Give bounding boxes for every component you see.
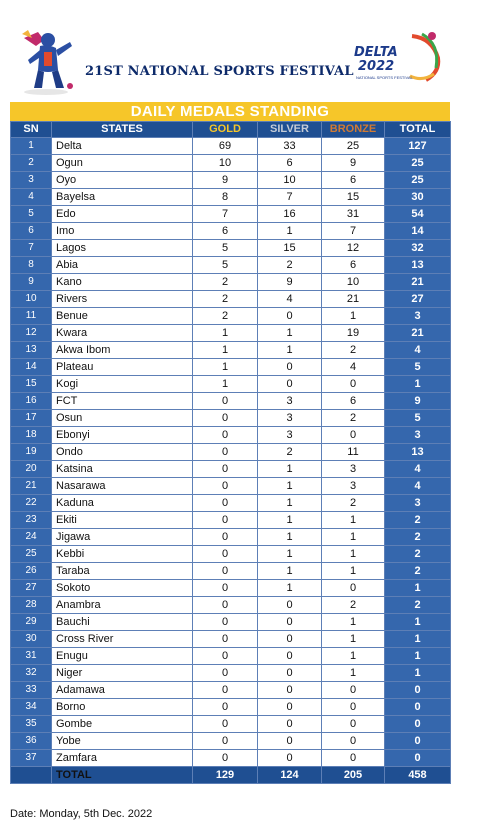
row-total: 32: [385, 240, 451, 257]
totals-label: TOTAL: [52, 767, 193, 784]
row-total: 4: [385, 461, 451, 478]
table-row: [11, 750, 451, 767]
row-state: Anambra: [52, 597, 193, 614]
row-silver: 33: [258, 138, 322, 155]
table-row: [11, 155, 451, 172]
column-header-total: TOTAL: [385, 122, 451, 138]
table-row: [11, 648, 451, 665]
totals-sn-cell: [11, 767, 52, 784]
table-row: [11, 546, 451, 563]
row-state: Zamfara: [52, 750, 193, 767]
row-silver: 0: [258, 716, 322, 733]
table-row: [11, 427, 451, 444]
table-row: [11, 223, 451, 240]
row-sn: 9: [11, 274, 52, 291]
row-state: Kaduna: [52, 495, 193, 512]
row-silver: 15: [258, 240, 322, 257]
row-bronze: 2: [322, 597, 385, 614]
row-state: Taraba: [52, 563, 193, 580]
row-gold: 0: [193, 648, 258, 665]
row-gold: 1: [193, 359, 258, 376]
row-state: Edo: [52, 206, 193, 223]
row-bronze: 6: [322, 172, 385, 189]
row-total: 13: [385, 257, 451, 274]
row-total: 4: [385, 478, 451, 495]
festival-title: 21ST NATIONAL SPORTS FESTIVAL: [85, 64, 354, 79]
row-silver: 1: [258, 580, 322, 597]
row-state: Plateau: [52, 359, 193, 376]
table-row: [11, 495, 451, 512]
row-total: 4: [385, 342, 451, 359]
row-total: 1: [385, 648, 451, 665]
row-silver: 0: [258, 359, 322, 376]
row-gold: 0: [193, 427, 258, 444]
row-sn: 18: [11, 427, 52, 444]
row-gold: 1: [193, 325, 258, 342]
row-state: Bayelsa: [52, 189, 193, 206]
row-sn: 23: [11, 512, 52, 529]
row-bronze: 0: [322, 376, 385, 393]
row-bronze: 1: [322, 308, 385, 325]
table-row: [11, 172, 451, 189]
row-state: Kogi: [52, 376, 193, 393]
table-row: [11, 189, 451, 206]
row-bronze: 3: [322, 461, 385, 478]
row-total: 0: [385, 716, 451, 733]
row-silver: 2: [258, 257, 322, 274]
row-gold: 5: [193, 240, 258, 257]
column-header-silver: SILVER: [258, 122, 322, 138]
row-sn: 37: [11, 750, 52, 767]
row-sn: 22: [11, 495, 52, 512]
row-sn: 12: [11, 325, 52, 342]
table-row: [11, 308, 451, 325]
row-bronze: 6: [322, 257, 385, 274]
row-silver: 0: [258, 308, 322, 325]
row-silver: 3: [258, 427, 322, 444]
row-total: 54: [385, 206, 451, 223]
row-gold: 0: [193, 597, 258, 614]
row-gold: 9: [193, 172, 258, 189]
row-silver: 1: [258, 461, 322, 478]
row-total: 25: [385, 155, 451, 172]
row-sn: 24: [11, 529, 52, 546]
row-sn: 2: [11, 155, 52, 172]
table-row: [11, 206, 451, 223]
row-bronze: 15: [322, 189, 385, 206]
logo-year: 2022: [358, 59, 395, 74]
row-gold: 0: [193, 614, 258, 631]
row-gold: 7: [193, 206, 258, 223]
row-state: Gombe: [52, 716, 193, 733]
row-bronze: 31: [322, 206, 385, 223]
row-state: Yobe: [52, 733, 193, 750]
row-gold: 0: [193, 444, 258, 461]
row-bronze: 1: [322, 614, 385, 631]
totals-bronze: 205: [322, 767, 385, 784]
row-total: 2: [385, 597, 451, 614]
report-date: Date: Monday, 5th Dec. 2022: [10, 808, 153, 820]
row-silver: 2: [258, 444, 322, 461]
row-sn: 14: [11, 359, 52, 376]
row-state: Ondo: [52, 444, 193, 461]
row-gold: 1: [193, 376, 258, 393]
table-row: [11, 733, 451, 750]
row-state: Katsina: [52, 461, 193, 478]
logo-subtitle: NATIONAL SPORTS FESTIVAL: [356, 75, 413, 80]
table-row: [11, 512, 451, 529]
row-silver: 1: [258, 529, 322, 546]
row-total: 0: [385, 733, 451, 750]
row-gold: 0: [193, 716, 258, 733]
totals-gold: 129: [193, 767, 258, 784]
festival-mascot-icon: [14, 26, 78, 96]
row-sn: 21: [11, 478, 52, 495]
row-total: 13: [385, 444, 451, 461]
column-header-bronze: BRONZE: [322, 122, 385, 138]
row-bronze: 4: [322, 359, 385, 376]
row-total: 3: [385, 308, 451, 325]
row-state: Imo: [52, 223, 193, 240]
table-banner: DAILY MEDALS STANDING: [10, 102, 450, 121]
row-gold: 2: [193, 291, 258, 308]
row-state: Ogun: [52, 155, 193, 172]
row-state: Delta: [52, 138, 193, 155]
row-bronze: 2: [322, 342, 385, 359]
row-total: 5: [385, 410, 451, 427]
row-silver: 1: [258, 223, 322, 240]
row-silver: 0: [258, 648, 322, 665]
row-silver: 1: [258, 342, 322, 359]
row-bronze: 25: [322, 138, 385, 155]
table-row: [11, 240, 451, 257]
row-state: Niger: [52, 665, 193, 682]
row-gold: 8: [193, 189, 258, 206]
row-total: 1: [385, 631, 451, 648]
table-row: [11, 597, 451, 614]
row-bronze: 0: [322, 716, 385, 733]
table-row: [11, 325, 451, 342]
row-total: 2: [385, 529, 451, 546]
row-silver: 6: [258, 155, 322, 172]
row-gold: 69: [193, 138, 258, 155]
row-bronze: 0: [322, 682, 385, 699]
row-sn: 15: [11, 376, 52, 393]
row-sn: 32: [11, 665, 52, 682]
row-bronze: 0: [322, 750, 385, 767]
row-state: Ekiti: [52, 512, 193, 529]
row-silver: 4: [258, 291, 322, 308]
row-bronze: 10: [322, 274, 385, 291]
row-sn: 36: [11, 733, 52, 750]
column-header-states: STATES: [52, 122, 193, 138]
row-sn: 16: [11, 393, 52, 410]
table-row: [11, 699, 451, 716]
row-silver: 1: [258, 325, 322, 342]
table-row: [11, 563, 451, 580]
row-state: Kebbi: [52, 546, 193, 563]
row-silver: 0: [258, 733, 322, 750]
row-state: Ebonyi: [52, 427, 193, 444]
row-bronze: 19: [322, 325, 385, 342]
row-silver: 9: [258, 274, 322, 291]
row-bronze: 7: [322, 223, 385, 240]
row-silver: 0: [258, 597, 322, 614]
row-sn: 27: [11, 580, 52, 597]
row-state: FCT: [52, 393, 193, 410]
row-silver: 3: [258, 393, 322, 410]
row-bronze: 2: [322, 495, 385, 512]
row-total: 3: [385, 495, 451, 512]
medals-table-container: [10, 102, 450, 784]
row-sn: 34: [11, 699, 52, 716]
row-gold: 0: [193, 699, 258, 716]
row-sn: 11: [11, 308, 52, 325]
row-silver: 0: [258, 631, 322, 648]
row-state: Borno: [52, 699, 193, 716]
row-total: 21: [385, 325, 451, 342]
column-header-sn: SN: [11, 122, 52, 138]
row-state: Abia: [52, 257, 193, 274]
row-total: 0: [385, 699, 451, 716]
row-bronze: 9: [322, 155, 385, 172]
row-sn: 10: [11, 291, 52, 308]
row-gold: 10: [193, 155, 258, 172]
row-gold: 1: [193, 342, 258, 359]
row-state: Bauchi: [52, 614, 193, 631]
row-silver: 0: [258, 665, 322, 682]
table-row: [11, 291, 451, 308]
row-sn: 4: [11, 189, 52, 206]
table-row: [11, 257, 451, 274]
row-gold: 0: [193, 631, 258, 648]
table-row: [11, 529, 451, 546]
row-bronze: 3: [322, 478, 385, 495]
row-bronze: 1: [322, 665, 385, 682]
row-bronze: 0: [322, 699, 385, 716]
row-bronze: 6: [322, 393, 385, 410]
row-gold: 0: [193, 512, 258, 529]
row-bronze: 12: [322, 240, 385, 257]
row-state: Adamawa: [52, 682, 193, 699]
row-sn: 8: [11, 257, 52, 274]
row-bronze: 2: [322, 410, 385, 427]
row-gold: 0: [193, 563, 258, 580]
row-total: 127: [385, 138, 451, 155]
row-gold: 5: [193, 257, 258, 274]
row-state: Akwa Ibom: [52, 342, 193, 359]
table-row: [11, 478, 451, 495]
row-state: Benue: [52, 308, 193, 325]
row-bronze: 1: [322, 563, 385, 580]
row-sn: 26: [11, 563, 52, 580]
row-sn: 30: [11, 631, 52, 648]
table-row: [11, 631, 451, 648]
table-row: [11, 376, 451, 393]
row-state: Sokoto: [52, 580, 193, 597]
column-header-gold: GOLD: [193, 122, 258, 138]
row-gold: 0: [193, 733, 258, 750]
row-gold: 6: [193, 223, 258, 240]
row-silver: 7: [258, 189, 322, 206]
row-bronze: 1: [322, 529, 385, 546]
row-total: 0: [385, 682, 451, 699]
row-silver: 1: [258, 546, 322, 563]
row-gold: 0: [193, 478, 258, 495]
table-row: [11, 716, 451, 733]
row-sn: 5: [11, 206, 52, 223]
row-bronze: 1: [322, 648, 385, 665]
row-state: Kano: [52, 274, 193, 291]
row-sn: 29: [11, 614, 52, 631]
row-bronze: 0: [322, 733, 385, 750]
row-silver: 10: [258, 172, 322, 189]
row-sn: 28: [11, 597, 52, 614]
row-silver: 1: [258, 495, 322, 512]
row-gold: 0: [193, 665, 258, 682]
row-state: Nasarawa: [52, 478, 193, 495]
row-gold: 0: [193, 410, 258, 427]
row-gold: 0: [193, 529, 258, 546]
row-sn: 3: [11, 172, 52, 189]
row-total: 1: [385, 614, 451, 631]
row-gold: 0: [193, 682, 258, 699]
row-sn: 33: [11, 682, 52, 699]
row-total: 25: [385, 172, 451, 189]
row-silver: 0: [258, 376, 322, 393]
logo-word: DELTA: [354, 45, 398, 60]
row-sn: 7: [11, 240, 52, 257]
row-state: Lagos: [52, 240, 193, 257]
row-state: Jigawa: [52, 529, 193, 546]
table-row: [11, 665, 451, 682]
row-silver: 0: [258, 614, 322, 631]
table-row: [11, 342, 451, 359]
row-total: 1: [385, 376, 451, 393]
row-gold: 0: [193, 750, 258, 767]
row-total: 27: [385, 291, 451, 308]
row-gold: 0: [193, 546, 258, 563]
row-state: Oyo: [52, 172, 193, 189]
row-sn: 20: [11, 461, 52, 478]
row-total: 30: [385, 189, 451, 206]
row-total: 5: [385, 359, 451, 376]
row-sn: 17: [11, 410, 52, 427]
row-sn: 6: [11, 223, 52, 240]
row-state: Enugu: [52, 648, 193, 665]
row-state: Rivers: [52, 291, 193, 308]
row-total: 2: [385, 563, 451, 580]
table-row: [11, 359, 451, 376]
table-row: [11, 580, 451, 597]
row-state: Osun: [52, 410, 193, 427]
row-bronze: 11: [322, 444, 385, 461]
medals-table: [10, 121, 451, 784]
page-header: [0, 0, 486, 100]
row-bronze: 21: [322, 291, 385, 308]
table-header-row: [11, 122, 451, 138]
row-total: 2: [385, 546, 451, 563]
row-gold: 0: [193, 495, 258, 512]
row-total: 1: [385, 580, 451, 597]
row-silver: 16: [258, 206, 322, 223]
row-sn: 35: [11, 716, 52, 733]
table-row: [11, 274, 451, 291]
row-sn: 1: [11, 138, 52, 155]
table-row: [11, 444, 451, 461]
row-gold: 0: [193, 461, 258, 478]
row-bronze: 0: [322, 427, 385, 444]
row-total: 0: [385, 750, 451, 767]
table-row: [11, 614, 451, 631]
row-bronze: 0: [322, 580, 385, 597]
table-row: [11, 410, 451, 427]
row-silver: 1: [258, 563, 322, 580]
row-silver: 1: [258, 512, 322, 529]
row-total: 2: [385, 512, 451, 529]
row-state: Cross River: [52, 631, 193, 648]
row-total: 21: [385, 274, 451, 291]
row-silver: 1: [258, 478, 322, 495]
row-sn: 13: [11, 342, 52, 359]
row-total: 9: [385, 393, 451, 410]
row-silver: 0: [258, 699, 322, 716]
row-sn: 19: [11, 444, 52, 461]
row-bronze: 1: [322, 546, 385, 563]
row-sn: 31: [11, 648, 52, 665]
row-bronze: 1: [322, 512, 385, 529]
row-gold: 0: [193, 393, 258, 410]
row-bronze: 1: [322, 631, 385, 648]
row-silver: 0: [258, 682, 322, 699]
totals-silver: 124: [258, 767, 322, 784]
table-row: [11, 682, 451, 699]
row-state: Kwara: [52, 325, 193, 342]
totals-row: [11, 767, 451, 784]
row-gold: 0: [193, 580, 258, 597]
row-total: 1: [385, 665, 451, 682]
row-silver: 0: [258, 750, 322, 767]
table-row: [11, 138, 451, 155]
totals-total: 458: [385, 767, 451, 784]
row-gold: 2: [193, 274, 258, 291]
table-body: [11, 138, 451, 767]
row-total: 14: [385, 223, 451, 240]
row-silver: 3: [258, 410, 322, 427]
table-row: [11, 461, 451, 478]
row-gold: 2: [193, 308, 258, 325]
row-total: 3: [385, 427, 451, 444]
row-sn: 25: [11, 546, 52, 563]
table-row: [11, 393, 451, 410]
